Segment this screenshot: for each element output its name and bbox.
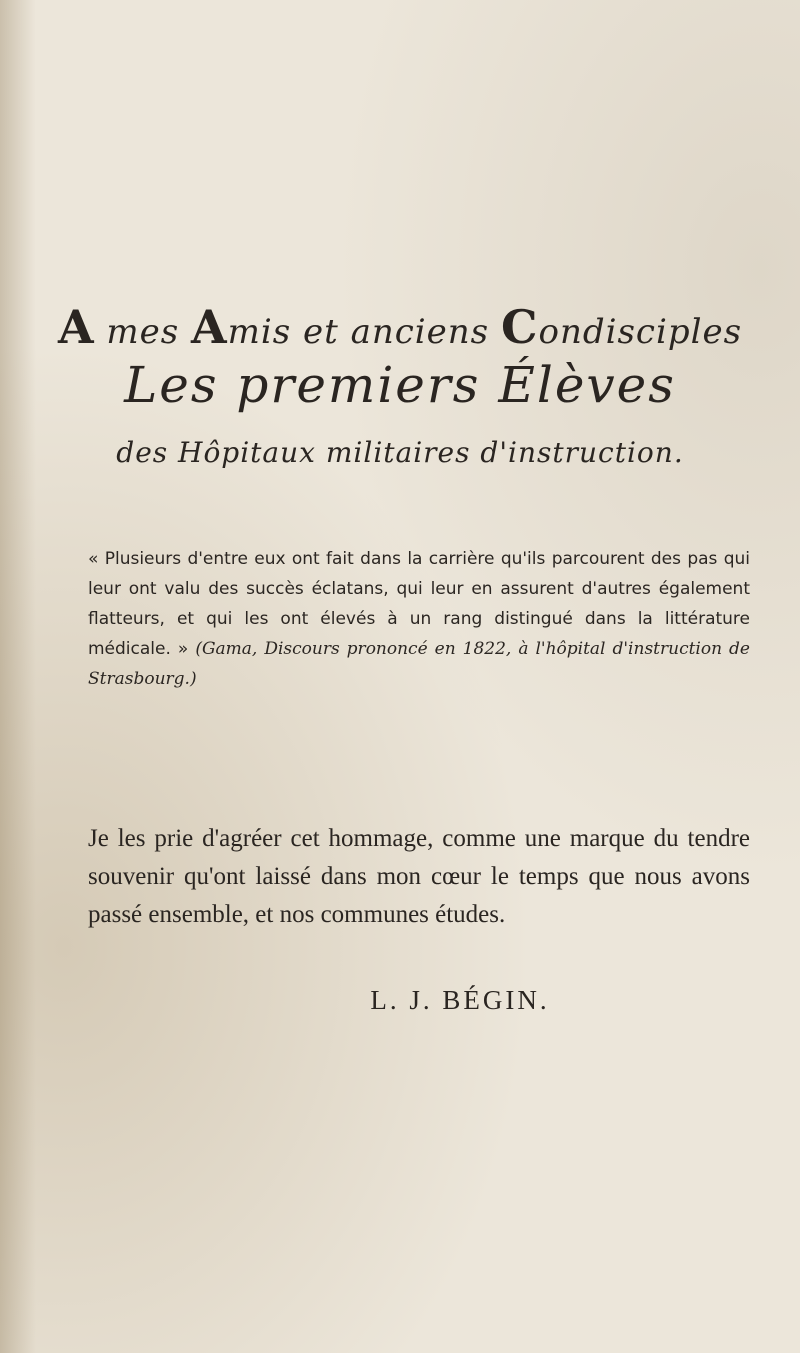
page-edge-shadow bbox=[0, 0, 36, 1353]
ornamental-initial: C bbox=[500, 300, 539, 354]
heading-line-2: Les premiers Élèves bbox=[124, 356, 676, 414]
author-signature: L. J. BÉGIN. bbox=[370, 985, 550, 1015]
quote-text: « Plusieurs d'entre eux ont fait dans la carrière qu'ils parcourent des pas qui leur ont valu des succès éclatans, qui leur en assurent d'autres également flatteurs, et qui les ont élevés à un rang distingué dans la littérature médicale. » bbox=[88, 549, 750, 659]
ornamental-initial: A bbox=[57, 300, 95, 354]
heading-line-1 bbox=[0, 300, 800, 354]
quote-citation: (Gama, Discours prononcé en 1822, à l'hôpital d'instruction de Strasbourg.) bbox=[88, 639, 750, 689]
dedication-paragraph: Je les prie d'agréer cet hommage, comme une marque du tendre souvenir qu'ont laissé dans mon cœur le temps que nous avons passé ensemble, et nos communes études. bbox=[88, 825, 750, 928]
ornamental-initial: A bbox=[191, 300, 228, 354]
heading-text: mes bbox=[94, 312, 191, 352]
heading-text: ondisciples bbox=[538, 312, 743, 352]
heading-line-3: des Hôpitaux militaires d'instruction. bbox=[116, 436, 684, 469]
heading-text: mis et anciens bbox=[227, 312, 501, 352]
epigraph-quote bbox=[88, 544, 750, 694]
